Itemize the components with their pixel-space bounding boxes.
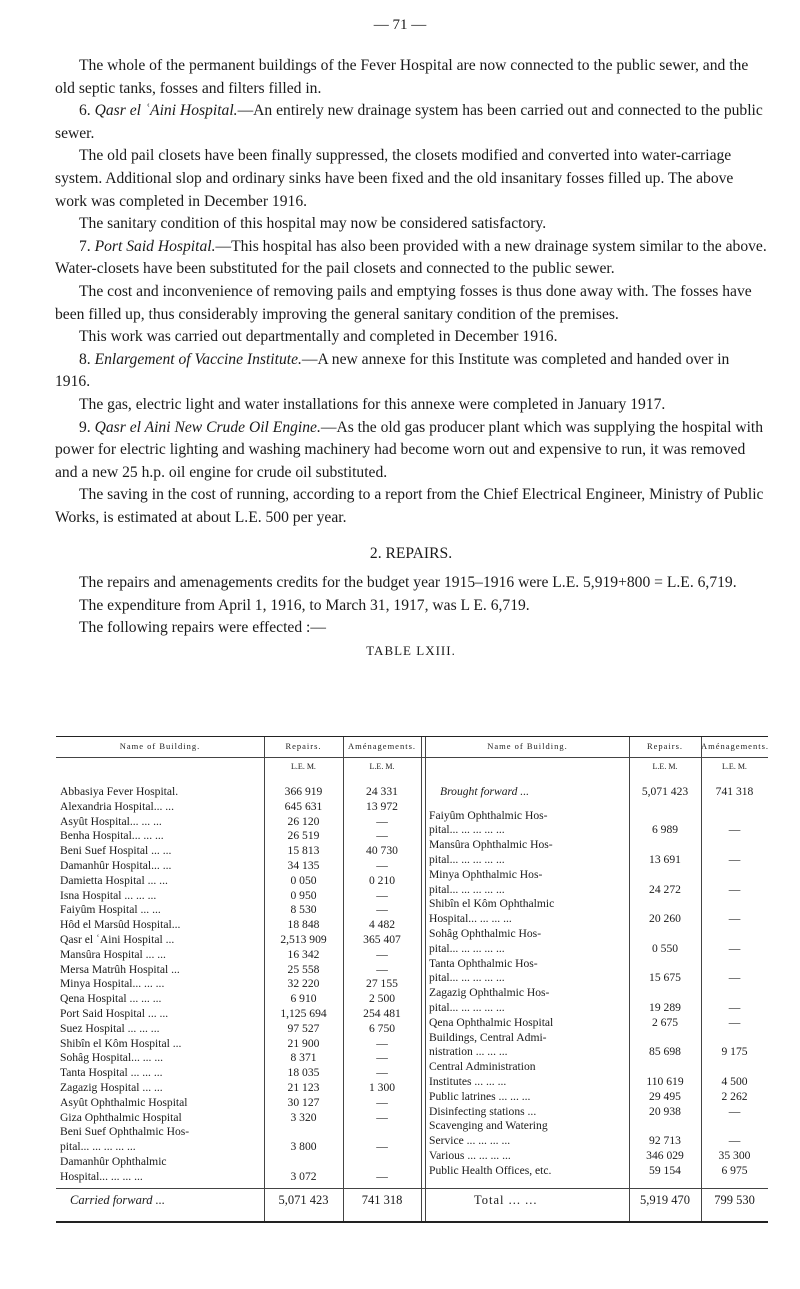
building-name: Beni Suef Ophthalmic Hos- bbox=[60, 1125, 190, 1139]
building-name: Suez Hospital ... ... ... bbox=[60, 1021, 160, 1035]
total-label: Total ... ... bbox=[474, 1193, 538, 1207]
building-name: Zagazig Ophthalmic Hos- bbox=[429, 986, 550, 1000]
amenagements-value: — bbox=[376, 1095, 388, 1109]
building-name-cont: pital... ... ... ... ... bbox=[60, 1140, 136, 1154]
building-name-cont: pital... ... ... ... ... bbox=[429, 882, 505, 896]
amenagements-value: — bbox=[376, 859, 388, 872]
repairs-value: 18 848 bbox=[287, 918, 320, 932]
building-name: Public Health Offices, etc. bbox=[429, 1163, 552, 1177]
brought-forward-label: Brought forward ... bbox=[440, 785, 530, 798]
total-repairs: 5,919 470 bbox=[640, 1193, 690, 1207]
amenagements-value: 6 975 bbox=[721, 1163, 748, 1177]
paragraph: The old pail closets have been finally suppressed, the closets modified and converted into water-carriage system. Additional slop and ordinary sinks have been fixed and the old insanitary fosses filled up. The above work was completed in December 1916. bbox=[55, 147, 734, 210]
header-repairs: Repairs. bbox=[646, 741, 684, 751]
header-name: Name of Building. bbox=[487, 741, 568, 751]
amenagements-value: — bbox=[376, 888, 388, 902]
paragraph: 9. Qasr el Aini New Crude Oil Engine.—As the old gas producer plant which was supplying the hospital with power for electric lighting and washing machinery had become worn out and expensive to run, it was removed and a new 25 h.p. oil engine for crude oil substituted. bbox=[55, 418, 764, 481]
repairs-value: 2,513 909 bbox=[280, 933, 327, 946]
paragraph: The saving in the cost of running, according to a report from the Chief Electrical Engineer, Ministry of Public Works, is estimated at about L.E. 500 per year. bbox=[55, 486, 764, 526]
building-name: Port Said Hospital ... ... bbox=[60, 1007, 169, 1020]
amenagements-value: — bbox=[728, 853, 741, 867]
building-name: Asyût Ophthalmic Hospital bbox=[60, 1095, 188, 1109]
amenagements-value: 35 300 bbox=[718, 1149, 751, 1163]
building-name: Mersa Matrûh Hospital ... bbox=[60, 962, 180, 976]
amenagements-value: — bbox=[376, 1066, 388, 1080]
building-name-cont: pital... ... ... ... ... bbox=[429, 971, 505, 985]
section-heading: 2. REPAIRS. bbox=[369, 545, 453, 563]
header-name: Name of Building. bbox=[119, 741, 201, 751]
amenagements-value: 24 331 bbox=[366, 785, 398, 798]
amenagements-value: — bbox=[376, 1169, 388, 1183]
repairs-value: 19 289 bbox=[649, 1001, 681, 1015]
header-repairs: Repairs. bbox=[285, 741, 322, 751]
building-name: Alexandria Hospital... ... bbox=[60, 799, 174, 813]
building-name: Buildings, Central Admi- bbox=[429, 1030, 547, 1044]
building-name: Hôd el Marsûd Hospital... bbox=[60, 918, 181, 932]
amenagements-value: 27 155 bbox=[366, 977, 398, 991]
repairs-value: 13 691 bbox=[649, 853, 681, 867]
amenagements-value: — bbox=[376, 1051, 388, 1065]
repairs-value: 85 698 bbox=[649, 1045, 681, 1059]
amenagements-value: — bbox=[728, 823, 741, 837]
building-name: Giza Ophthalmic Hospital bbox=[60, 1110, 182, 1124]
building-name: Faiyûm Hospital ... ... bbox=[60, 903, 161, 917]
building-name-cont: Hospital... ... ... ... bbox=[60, 1169, 143, 1183]
paragraph: The following repairs were effected :— bbox=[79, 619, 326, 637]
amenagements-value: — bbox=[728, 1001, 741, 1015]
carried-forward-amenagements: 741 318 bbox=[361, 1193, 403, 1207]
carried-forward-repairs: 5,071 423 bbox=[278, 1193, 329, 1207]
building-name: Faiyûm Ophthalmic Hos- bbox=[429, 808, 548, 822]
repairs-value: 15 675 bbox=[649, 971, 681, 985]
repairs-value: 110 619 bbox=[646, 1075, 684, 1089]
carried-forward-label: Carried forward ... bbox=[70, 1193, 166, 1207]
repairs-value: 645 631 bbox=[284, 799, 323, 813]
amenagements-value: — bbox=[376, 829, 388, 843]
building-name: Shibîn el Kôm Ophthalmic bbox=[429, 897, 555, 911]
building-name: Beni Suef Hospital ... ... bbox=[60, 844, 172, 858]
building-name-cont: Service ... ... ... ... bbox=[429, 1134, 511, 1148]
building-name-cont: pital... ... ... ... ... bbox=[429, 1001, 505, 1015]
building-name: Tanta Hospital ... ... ... bbox=[60, 1066, 163, 1080]
amenagements-value: — bbox=[728, 941, 741, 955]
page-number: — 71 — bbox=[373, 17, 427, 33]
building-name: Various ... ... ... ... bbox=[429, 1149, 511, 1163]
amenagements-value: — bbox=[376, 1140, 388, 1154]
building-name: Asyût Hospital... ... ... bbox=[60, 814, 162, 828]
paragraph: The whole of the permanent buildings of the Fever Hospital are now connected to the public sewer, and the old septic tanks, fosses and filters filled in. bbox=[55, 57, 749, 97]
building-name: Mansûra Hospital ... ... bbox=[60, 947, 166, 961]
amenagements-value: 40 730 bbox=[366, 844, 398, 858]
amenagements-value: 2 500 bbox=[368, 992, 396, 1006]
amenagements-value: 0 210 bbox=[368, 873, 396, 887]
repairs-value: 346 029 bbox=[646, 1149, 684, 1163]
repairs-value: 21 900 bbox=[287, 1036, 320, 1050]
building-name: Damanhûr Ophthalmic bbox=[60, 1155, 167, 1168]
building-name-cont: nistration ... ... ... bbox=[429, 1045, 508, 1059]
paragraph: 6. Qasr el ʿAini Hospital.—An entirely new drainage system has been carried out and connected to the public sewer. bbox=[55, 102, 763, 142]
building-name: Damietta Hospital ... ... bbox=[60, 873, 168, 887]
building-name: Sohâg Ophthalmic Hos- bbox=[429, 927, 542, 941]
paragraph: The expenditure from April 1, 1916, to March 31, 1917, was L E. 6,719. bbox=[79, 596, 530, 614]
repairs-value: 15 813 bbox=[287, 844, 320, 858]
building-name: Qasr el ʿAini Hospital ... bbox=[60, 933, 175, 946]
repairs-value: 1,125 694 bbox=[280, 1007, 327, 1020]
repairs-value: 97 527 bbox=[287, 1021, 320, 1035]
building-name: Disinfecting stations ... bbox=[429, 1104, 537, 1118]
building-name: Qena Ophthalmic Hospital bbox=[429, 1015, 554, 1029]
building-name-cont: pital... ... ... ... ... bbox=[429, 941, 505, 955]
building-name-cont: pital... ... ... ... ... bbox=[429, 853, 505, 867]
repairs-value: 8 371 bbox=[290, 1051, 317, 1065]
paragraph: The gas, electric light and water installations for this annexe were completed in January 1917. bbox=[79, 395, 666, 413]
paragraph: The sanitary condition of this hospital may now be considered satisfactory. bbox=[79, 215, 547, 233]
repairs-value: 20 260 bbox=[649, 912, 681, 926]
repairs-value: 8 530 bbox=[290, 903, 317, 917]
header-amenagements: Aménagements. bbox=[348, 741, 416, 751]
building-name: Sohâg Hospital... ... ... bbox=[60, 1051, 164, 1065]
paragraph: 8. Enlargement of Vaccine Institute.—A new annexe for this Institute was completed and handed over in 1916. bbox=[55, 350, 730, 391]
repairs-value: 18 035 bbox=[287, 1066, 320, 1080]
repairs-value: 0 550 bbox=[651, 941, 679, 955]
amenagements-value: 9 175 bbox=[721, 1045, 748, 1059]
repairs-value: 20 938 bbox=[649, 1104, 681, 1118]
unit-label: L.E. M. bbox=[369, 762, 395, 771]
paragraph: This work was carried out departmentally and completed in December 1916. bbox=[79, 328, 558, 346]
repairs-value: 5,071 423 bbox=[641, 785, 689, 798]
building-name: Damanhûr Hospital... ... bbox=[60, 859, 172, 872]
table-caption: TABLE LXIII. bbox=[366, 642, 456, 658]
building-name: Benha Hospital... ... ... bbox=[60, 829, 164, 843]
repairs-value: 3 800 bbox=[290, 1140, 317, 1154]
repairs-value: 366 919 bbox=[284, 785, 323, 798]
repairs-value: 59 154 bbox=[649, 1163, 681, 1177]
building-name: Qena Hospital ... ... ... bbox=[60, 992, 162, 1006]
repairs-value: 34 135 bbox=[287, 859, 320, 872]
repairs-value: 3 072 bbox=[290, 1169, 317, 1183]
building-name: Abbasiya Fever Hospital. bbox=[60, 785, 179, 798]
building-name: Tanta Ophthalmic Hos- bbox=[429, 956, 538, 970]
repairs-value: 30 127 bbox=[287, 1095, 320, 1109]
building-name: Mansûra Ophthalmic Hos- bbox=[429, 838, 553, 852]
repairs-value: 21 123 bbox=[287, 1081, 320, 1094]
repairs-value: 6 989 bbox=[651, 823, 679, 837]
header-amenagements: Aménagements. bbox=[701, 741, 769, 751]
repairs-value: 0 050 bbox=[290, 873, 317, 887]
repairs-value: 26 519 bbox=[287, 829, 320, 843]
repairs-value: 6 910 bbox=[290, 992, 317, 1006]
building-name: Zagazig Hospital ... ... bbox=[60, 1081, 163, 1094]
repairs-table bbox=[56, 736, 768, 1223]
building-name: Central Administration bbox=[429, 1060, 536, 1074]
repairs-value: 24 272 bbox=[649, 882, 681, 896]
repairs-value: 29 495 bbox=[649, 1089, 681, 1103]
amenagements-value: — bbox=[728, 882, 741, 896]
building-name: Minya Hospital... ... ... bbox=[60, 977, 165, 991]
amenagements-value: 2 262 bbox=[721, 1089, 748, 1103]
unit-label: L.E. M. bbox=[722, 762, 747, 771]
amenagements-value: 4 500 bbox=[721, 1075, 748, 1089]
building-name: Scavenging and Watering bbox=[429, 1119, 548, 1133]
amenagements-value: 13 972 bbox=[366, 799, 398, 813]
amenagements-value: — bbox=[728, 971, 741, 985]
repairs-value: 2 675 bbox=[651, 1015, 679, 1029]
building-name: Minya Ophthalmic Hos- bbox=[429, 867, 543, 881]
amenagements-value: — bbox=[376, 903, 388, 917]
amenagements-value: — bbox=[728, 1015, 741, 1029]
repairs-value: 32 220 bbox=[287, 977, 320, 991]
amenagements-value: 4 482 bbox=[368, 918, 396, 932]
amenagements-value: — bbox=[376, 814, 388, 828]
amenagements-value: 741 318 bbox=[715, 785, 754, 798]
amenagements-value: 6 750 bbox=[368, 1021, 396, 1035]
repairs-value: 0 950 bbox=[290, 888, 317, 902]
amenagements-value: — bbox=[376, 1110, 388, 1124]
total-amenagements: 799 530 bbox=[714, 1193, 755, 1207]
building-name: Isna Hospital ... ... ... bbox=[60, 888, 157, 902]
amenagements-value: — bbox=[376, 1036, 388, 1050]
amenagements-value: — bbox=[376, 947, 388, 961]
repairs-value: 3 320 bbox=[290, 1110, 317, 1124]
paragraph: 7. Port Said Hospital.—This hospital has also been provided with a new drainage system similar to the above. Water-closets have been substituted for the pail closets and connected to the public sewer. bbox=[55, 237, 767, 278]
building-name-cont: pital... ... ... ... ... bbox=[429, 823, 505, 837]
amenagements-value: — bbox=[376, 962, 388, 976]
building-name-cont: Institutes ... ... ... bbox=[429, 1075, 507, 1089]
unit-label: L.E. M. bbox=[291, 762, 316, 771]
building-name: Shibîn el Kôm Hospital ... bbox=[60, 1036, 182, 1050]
building-name-cont: Hospital... ... ... ... bbox=[429, 912, 512, 926]
amenagements-value: 1 300 bbox=[368, 1081, 396, 1094]
amenagements-value: — bbox=[728, 912, 741, 926]
paragraph: The cost and inconvenience of removing pails and emptying fosses is thus done away with. The fosses have been filled up, thus considerably improving the general sanitary condition of the premises. bbox=[55, 282, 752, 323]
repairs-value: 16 342 bbox=[287, 947, 320, 961]
amenagements-value: 254 481 bbox=[363, 1007, 401, 1020]
repairs-value: 26 120 bbox=[287, 814, 320, 828]
body-text bbox=[55, 55, 767, 662]
paragraph: The repairs and amenagements credits for the budget year 1915–1916 were L.E. 5,919+800 = L.E. 6,719. bbox=[79, 574, 737, 592]
building-name: Public latrines ... ... ... bbox=[429, 1089, 531, 1103]
repairs-value: 92 713 bbox=[649, 1134, 681, 1148]
unit-label: L.E. M. bbox=[652, 762, 678, 771]
amenagements-value: 365 407 bbox=[363, 933, 401, 946]
amenagements-value: — bbox=[728, 1134, 741, 1148]
amenagements-value: — bbox=[728, 1104, 741, 1118]
repairs-value: 25 558 bbox=[287, 962, 320, 976]
